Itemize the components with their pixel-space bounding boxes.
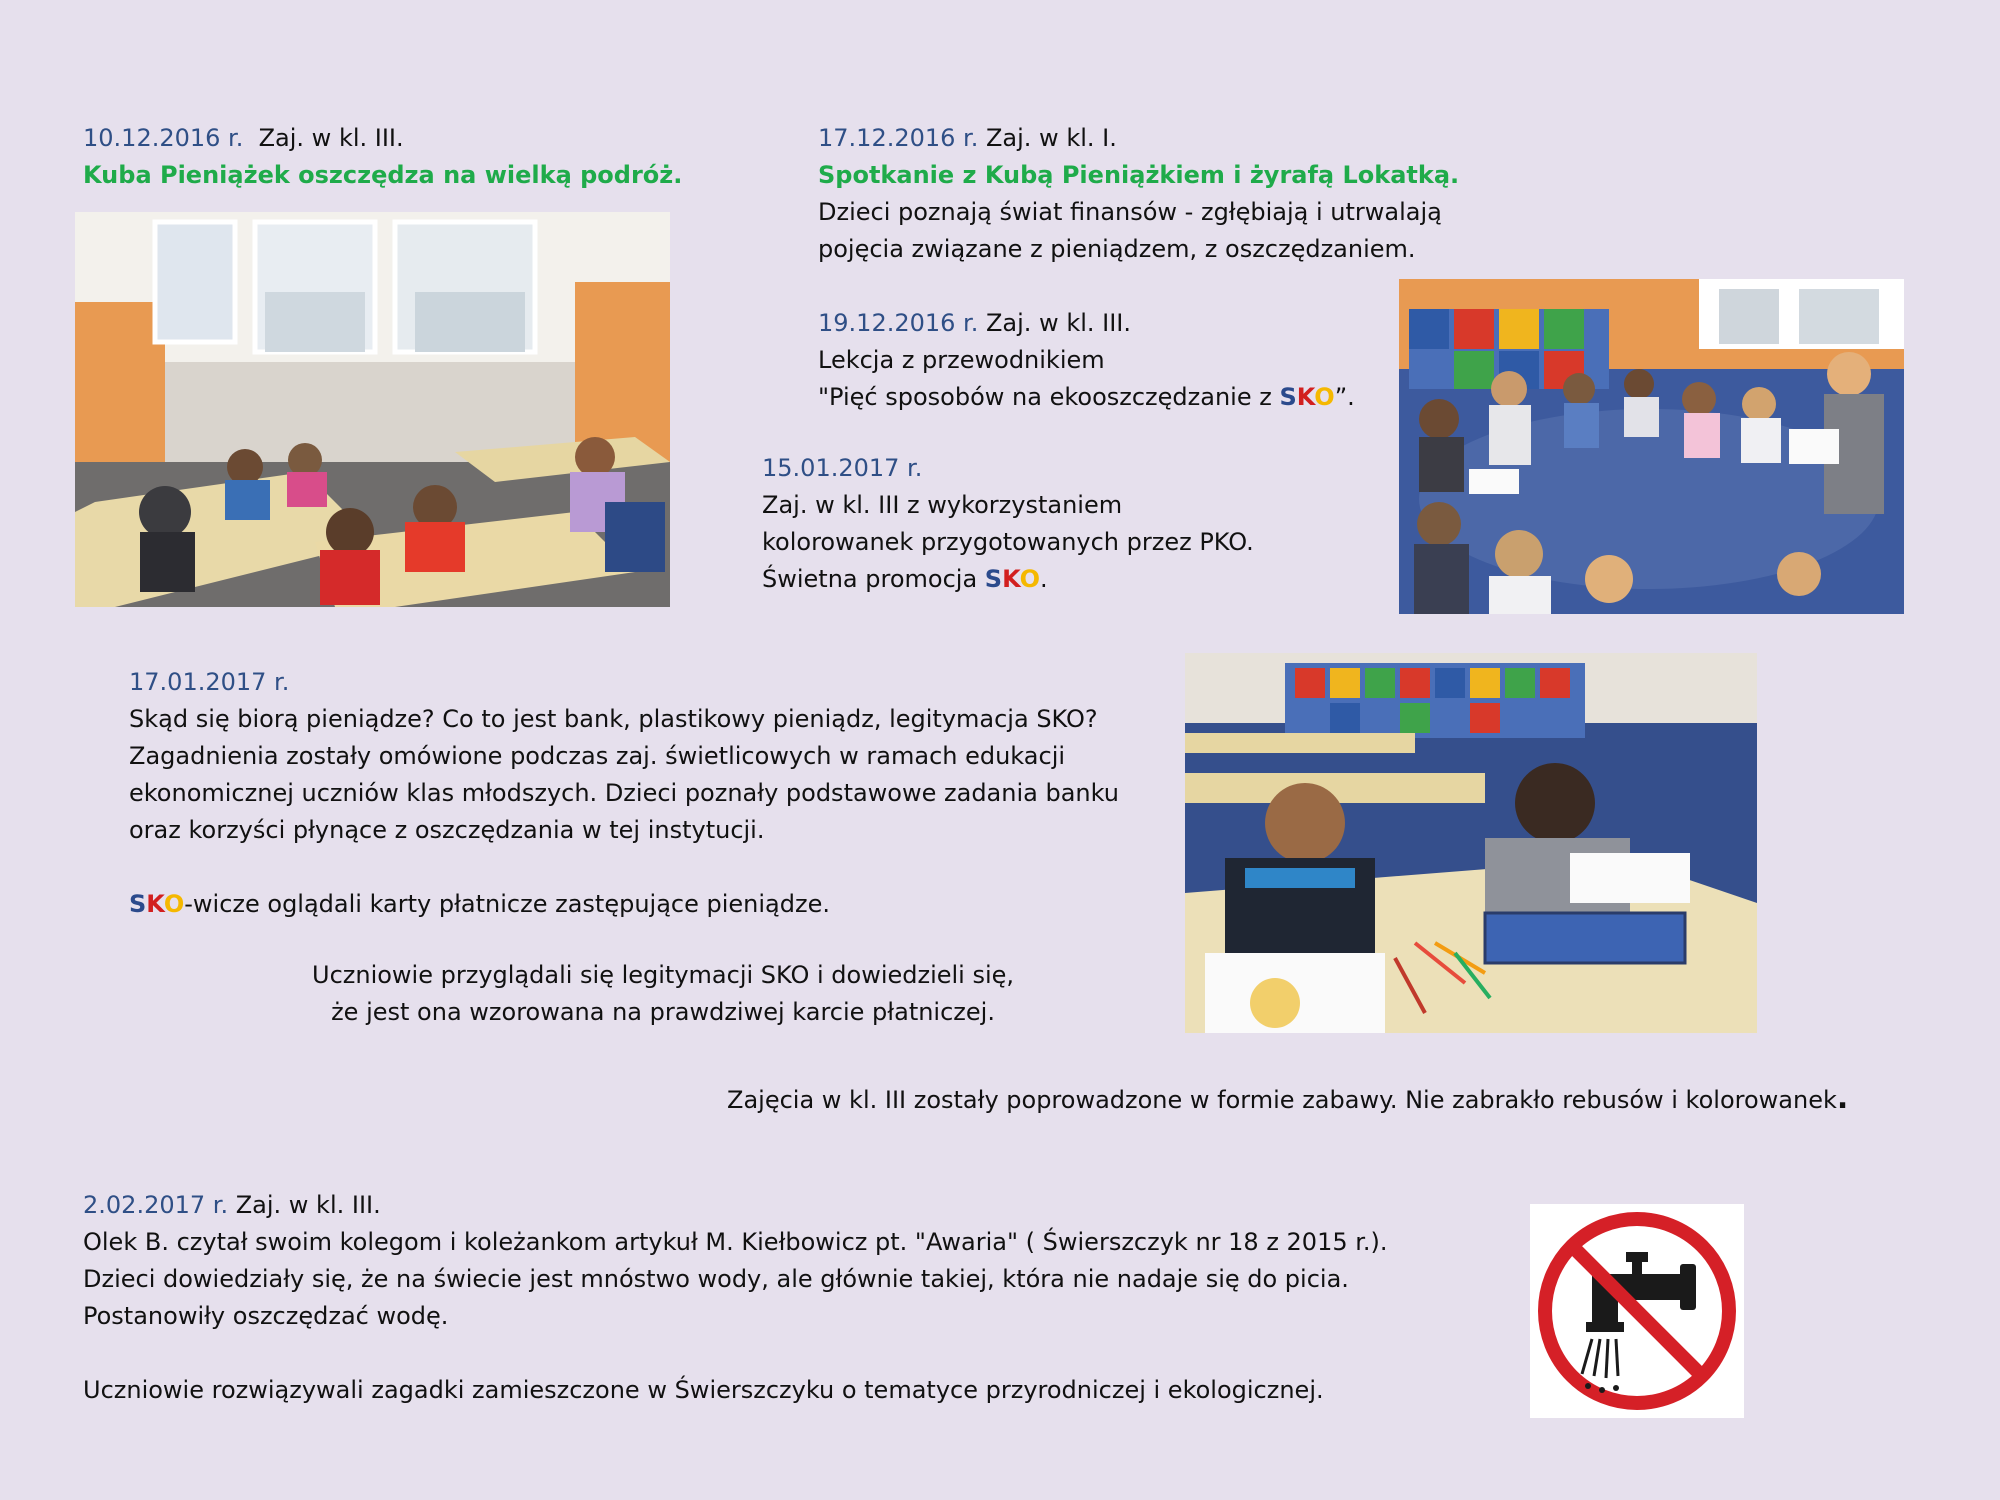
entry-2017-01-17-note [312, 957, 1014, 1031]
entry-text-line: Świetna promocja [762, 565, 985, 593]
classroom-photo-reading-circle [1399, 279, 1904, 614]
entry-text-line: Zaj. w kl. III z wykorzystaniem [762, 491, 1123, 519]
sko-letter-o: O [1019, 565, 1041, 593]
entry-2017-01-17 [129, 664, 1119, 923]
entry-text-line: Postanowiły oszczędzać wodę. [83, 1302, 449, 1330]
sko-letter-k: K [146, 890, 164, 918]
entry-2016-12-17 [818, 120, 1459, 268]
entry-text-line: Uczniowie rozwiązywali zagadki zamieszczone w Świerszczyku o tematyce przyrodniczej i ekologicznej. [83, 1376, 1324, 1404]
no-running-water-icon [1530, 1204, 1744, 1418]
entry-text-line: kolorowanek przygotowanych przez PKO. [762, 528, 1254, 556]
entry-text-line: ekonomicznej uczniów klas młodszych. Dzieci poznały podstawowe zadania banku [129, 779, 1119, 807]
entry-summary [727, 1080, 1848, 1119]
entry-class: Zaj. w kl. III. [985, 309, 1132, 337]
sko-letter-k: K [1296, 383, 1315, 411]
entry-text-line: Lekcja z przewodnikiem [818, 346, 1105, 374]
sko-letter-s: S [1279, 383, 1297, 411]
entry-2017-02-02 [83, 1187, 1388, 1409]
entry-text-line: -wicze oglądali karty płatnicze zastępujące pieniądze. [184, 890, 830, 918]
entry-title: Kuba Pieniążek oszczędza na wielką podróż. [83, 161, 683, 189]
entry-text-line: że jest ona wzorowana na prawdziwej karcie płatniczej. [331, 998, 995, 1026]
entry-class: Zaj. w kl. III. [258, 124, 404, 152]
entry-text-line: pojęcia związane z pieniądzem, z oszczędzaniem. [818, 235, 1416, 263]
sko-letter-o: O [1314, 383, 1335, 411]
sko-letter-o: O [163, 890, 185, 918]
entry-date: 17.12.2016 r. [818, 124, 979, 152]
entry-text-suffix: ”. [1334, 383, 1355, 411]
entry-date: 17.01.2017 r. [129, 668, 290, 696]
entry-2017-01-15 [762, 450, 1254, 598]
classroom-photo-coloring [1185, 653, 1757, 1033]
entry-date: 2.02.2017 r. [83, 1191, 229, 1219]
entry-text-line: Olek B. czytał swoim kolegom i koleżankom artykuł M. Kiełbowicz pt. "Awaria" ( Świerszczyk nr 18 z 2015 r.). [83, 1228, 1388, 1256]
entry-text-line: Dzieci poznają świat finansów - zgłębiają i utrwalają [818, 198, 1442, 226]
entry-text-line: Dzieci dowiedziały się, że na świecie jest mnóstwo wody, ale głównie takiej, która nie nadaje się do picia. [83, 1265, 1349, 1293]
entry-text-line: Uczniowie przyglądali się legitymacji SKO i dowiedzieli się, [312, 961, 1015, 989]
entry-text-line: Zajęcia w kl. III zostały poprowadzone w formie zabawy. Nie zabrakło rebusów i kolorowanek [727, 1086, 1837, 1114]
entry-date: 19.12.2016 r. [818, 309, 979, 337]
entry-2016-12-10 [83, 120, 682, 194]
entry-class: Zaj. w kl. III. [235, 1191, 381, 1219]
sko-letter-k: K [1002, 565, 1020, 593]
entry-text-end: . [1836, 1081, 1849, 1116]
entry-class: Zaj. w kl. I. [985, 124, 1117, 152]
entry-date: 10.12.2016 r. [83, 124, 244, 152]
entry-text-line: Skąd się biorą pieniądze? Co to jest bank, plastikowy pieniądz, legitymacja SKO? [129, 705, 1098, 733]
entry-2016-12-19 [818, 305, 1355, 416]
entry-date: 15.01.2017 r. [762, 454, 923, 482]
entry-text-line: "Pięć sposobów na ekooszczędzanie z [818, 383, 1280, 411]
sko-letter-s: S [129, 890, 147, 918]
entry-text-line: oraz korzyści płynące z oszczędzania w tej instytucji. [129, 816, 765, 844]
entry-text-suffix: . [1040, 565, 1048, 593]
entry-text-line: Zagadnienia zostały omówione podczas zaj. świetlicowych w ramach edukacji [129, 742, 1066, 770]
sko-letter-s: S [984, 565, 1003, 593]
classroom-photo-desks [75, 212, 670, 607]
entry-title: Spotkanie z Kubą Pieniążkiem i żyrafą Lokatką. [818, 161, 1460, 189]
